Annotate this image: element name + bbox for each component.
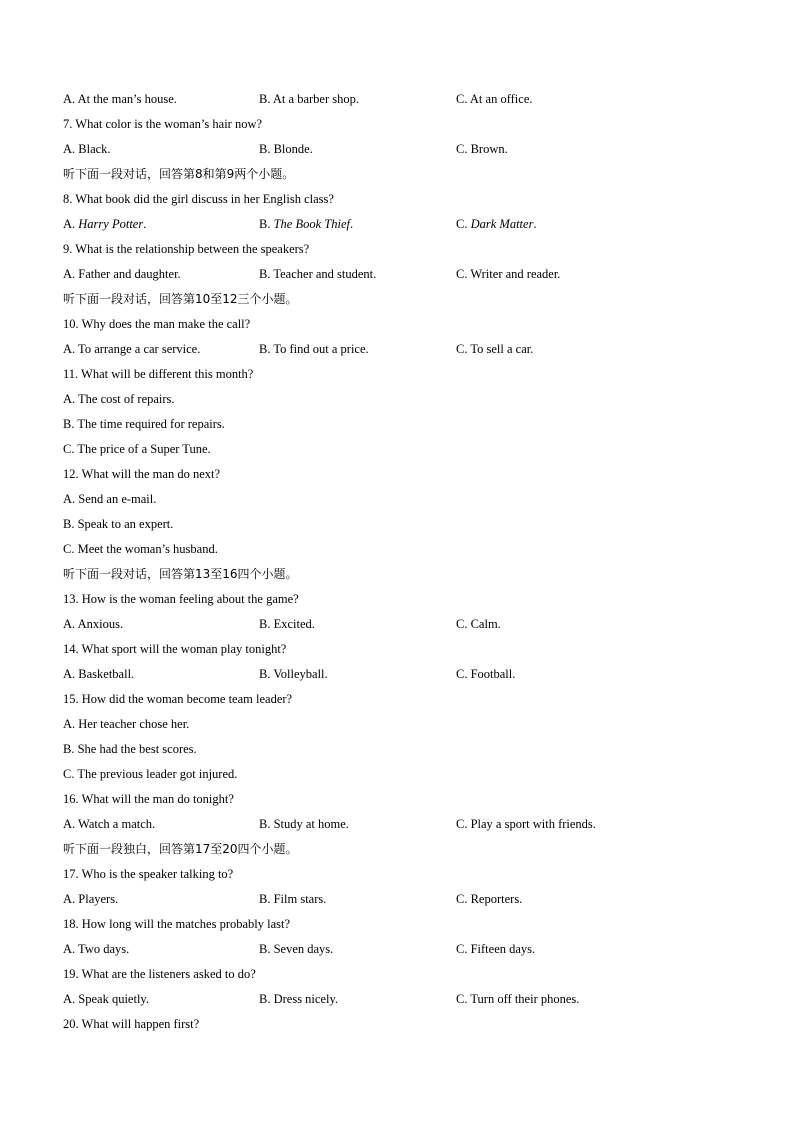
document-page (63, 89, 743, 1039)
options-row (63, 939, 743, 964)
options-row (63, 139, 743, 164)
options-row (63, 614, 743, 639)
option-b: B. Volleyball. (259, 667, 328, 681)
option-c: C. To sell a car. (456, 342, 534, 356)
option-a: A. Send an e-mail. (63, 492, 157, 506)
option-a: A. Speak quietly. (63, 992, 149, 1006)
option-b: B. Film stars. (259, 892, 327, 906)
options-row (63, 664, 743, 689)
option-b: B. Speak to an expert. (63, 517, 174, 531)
question-9: 9. What is the relationship between the speakers? (63, 242, 310, 256)
option-a: A. Her teacher chose her. (63, 717, 190, 731)
option-c: C. Brown. (456, 142, 508, 156)
option-a: A. Black. (63, 142, 111, 156)
option-c: C. Meet the woman’s husband. (63, 542, 218, 556)
option-b: B. Teacher and student. (259, 267, 377, 281)
option-b: B. To find out a price. (259, 342, 369, 356)
question-19: 19. What are the listeners asked to do? (63, 967, 256, 981)
section-instruction: 听下面一段对话，回答第13至16四个小题。 (63, 567, 298, 581)
book-title: Dark Matter (470, 217, 534, 231)
option-c: C. The previous leader got injured. (63, 767, 238, 781)
section-instruction: 听下面一段对话，回答第10至12三个小题。 (63, 292, 298, 306)
option-a: A. Anxious. (63, 617, 124, 631)
option-c: C. Fifteen days. (456, 942, 536, 956)
question-15: 15. How did the woman become team leader? (63, 692, 293, 706)
option-b: B. Seven days. (259, 942, 334, 956)
option-b: B. The Book Thief. (259, 217, 354, 231)
option-a: A. Players. (63, 892, 119, 906)
options-row (63, 214, 743, 239)
question-8: 8. What book did the girl discuss in her English class? (63, 192, 334, 206)
question-16: 16. What will the man do tonight? (63, 792, 234, 806)
question-10: 10. Why does the man make the call? (63, 317, 251, 331)
question-18: 18. How long will the matches probably last? (63, 917, 291, 931)
option-letter: A. (63, 217, 79, 231)
option-a: A. The cost of repairs. (63, 392, 175, 406)
options-row (63, 889, 743, 914)
book-title: Harry Potter (78, 217, 144, 231)
option-a: A. To arrange a car service. (63, 342, 201, 356)
option-c: C. Dark Matter. (456, 217, 537, 231)
option-b: B. Dress nicely. (259, 992, 339, 1006)
option-b: B. The time required for repairs. (63, 417, 225, 431)
option-letter: B. (259, 217, 274, 231)
option-letter: C. (456, 217, 471, 231)
option-a: A. Harry Potter. (63, 217, 147, 231)
options-row (63, 339, 743, 364)
option-a: A. Two days. (63, 942, 130, 956)
option-b: B. She had the best scores. (63, 742, 197, 756)
option-a: A. At the man’s house. (63, 92, 177, 106)
question-12: 12. What will the man do next? (63, 467, 221, 481)
question-13: 13. How is the woman feeling about the game? (63, 592, 299, 606)
question-14: 14. What sport will the woman play tonight? (63, 642, 287, 656)
option-c: C. Turn off their phones. (456, 992, 580, 1006)
options-row (63, 264, 743, 289)
option-a: A. Basketball. (63, 667, 135, 681)
book-title: The Book Thief (273, 217, 350, 231)
option-c: C. At an office. (456, 92, 533, 106)
section-instruction: 听下面一段对话，回答第8和第9两个小题。 (63, 167, 295, 181)
question-17: 17. Who is the speaker talking to? (63, 867, 234, 881)
question-20: 20. What will happen first? (63, 1017, 200, 1031)
options-row (63, 814, 743, 839)
option-b: B. At a barber shop. (259, 92, 359, 106)
options-row (63, 989, 743, 1014)
option-c: C. Play a sport with friends. (456, 817, 596, 831)
option-c: C. The price of a Super Tune. (63, 442, 211, 456)
option-a: A. Watch a match. (63, 817, 156, 831)
question-7: 7. What color is the woman’s hair now? (63, 117, 263, 131)
option-c: C. Writer and reader. (456, 267, 561, 281)
option-b: B. Study at home. (259, 817, 349, 831)
option-c: C. Calm. (456, 617, 501, 631)
option-b: B. Blonde. (259, 142, 313, 156)
option-a: A. Father and daughter. (63, 267, 181, 281)
option-c: C. Reporters. (456, 892, 523, 906)
section-instruction: 听下面一段独白，回答第17至20四个小题。 (63, 842, 298, 856)
options-row (63, 89, 743, 114)
question-11: 11. What will be different this month? (63, 367, 254, 381)
option-c: C. Football. (456, 667, 516, 681)
option-b: B. Excited. (259, 617, 315, 631)
